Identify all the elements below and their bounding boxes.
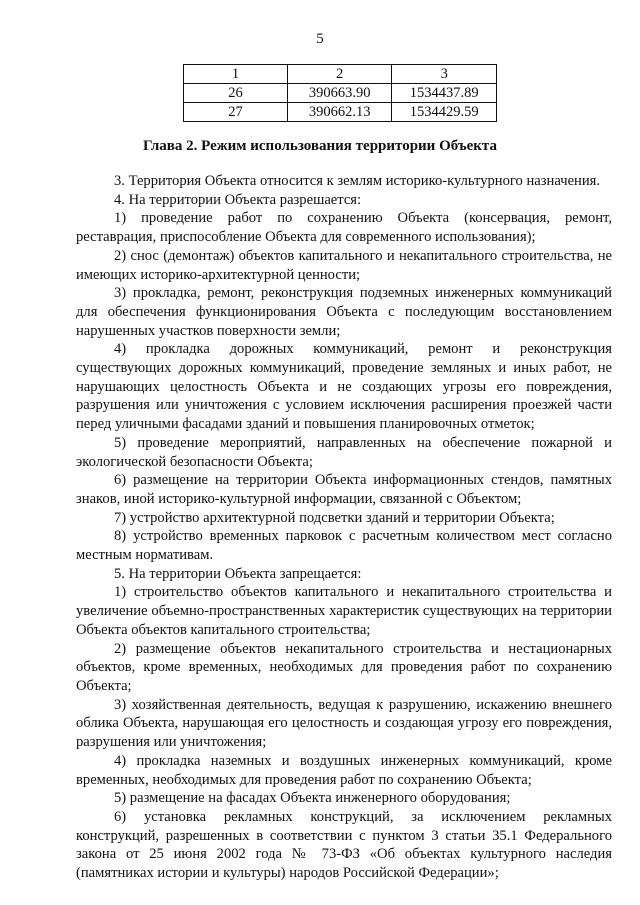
point-number-cell: 27 bbox=[184, 103, 288, 122]
paragraph: 5. На территории Объекта запрещается: bbox=[114, 565, 362, 582]
paragraph: 6) установка рекламных конструкций, за исключением рекламных конструкций, разрешенных в соответствии с пунктом 3 статьи 35.1 Федерального закона от 25 июня 2002 года № 73-ФЗ «Об объектах культурного наследия (памятниках истории и культуры) народов Российской Федерации»; bbox=[76, 808, 612, 882]
page-number: 5 bbox=[316, 31, 324, 47]
y-coordinate-cell: 1534429.59 bbox=[392, 103, 497, 122]
paragraph: 2) размещение объектов некапитального строительства и нестационарных объектов, кроме временных, необходимых для проведения работ по сохранению Объекта; bbox=[76, 640, 612, 694]
paragraph: 1) строительство объектов капитального и некапитального строительства и увеличение объемно-пространственных характеристик существующих на территории Объекта объектов капитального строительства; bbox=[76, 584, 612, 638]
paragraph: 5) размещение на фасадах Объекта инженерного оборудования; bbox=[114, 790, 511, 807]
paragraph: 3) прокладка, ремонт, реконструкция подземных инженерных коммуникаций для обеспечения функционирования Объекта с последующим восстановлением нарушенных участков поверхности земли; bbox=[76, 285, 612, 339]
paragraph: 4. На территории Объекта разрешается: bbox=[114, 191, 362, 208]
paragraph: 7) устройство архитектурной подсветки зданий и территории Объекта; bbox=[114, 509, 555, 526]
table-header-cell: 1 bbox=[184, 65, 288, 84]
y-coordinate-cell: 1534437.89 bbox=[392, 84, 497, 103]
x-coordinate-cell: 390662.13 bbox=[287, 103, 391, 122]
paragraph: 4) прокладка наземных и воздушных инженерных коммуникаций, кроме временных, необходимых для проведения работ по сохранению Объекта; bbox=[76, 752, 612, 788]
paragraph: 8) устройство временных парковок с расчетным количеством мест согласно местным нормативам. bbox=[76, 528, 612, 564]
point-number-cell: 26 bbox=[184, 84, 288, 103]
paragraph: 2) снос (демонтаж) объектов капитального и некапитального строительства, не имеющих историко-архитектурной ценности; bbox=[76, 247, 612, 283]
paragraph: 3. Территория Объекта относится к землям историко-культурного назначения. bbox=[114, 173, 601, 189]
table-header-cell: 3 bbox=[392, 65, 497, 84]
chapter-title: Глава 2. Режим использования территории Объекта bbox=[143, 138, 497, 154]
coordinate-table bbox=[183, 64, 497, 122]
paragraph: 3) хозяйственная деятельность, ведущая к разрушению, искажению внешнего облика Объекта, нарушающая его целостность и создающая угрозу его повреждения, разрушения или уничтожения; bbox=[76, 696, 612, 751]
paragraph: 6) размещение на территории Объекта информационных стендов, памятных знаков, иной историко-культурной информации, связанной с Объектом; bbox=[76, 472, 612, 507]
table-row bbox=[184, 103, 497, 122]
x-coordinate-cell: 390663.90 bbox=[287, 84, 391, 103]
paragraph: 1) проведение работ по сохранению Объекта (консервация, ремонт, реставрация, приспособление Объекта для современного использования); bbox=[76, 210, 612, 246]
paragraph: 5) проведение мероприятий, направленных на обеспечение пожарной и экологической безопасности Объекта; bbox=[76, 434, 612, 470]
table-header-row bbox=[184, 65, 497, 84]
paragraph: 4) прокладка дорожных коммуникаций, ремонт и реконструкция существующих дорожных коммуникаций, проведение земляных и иных работ, не нарушающих целостность Объекта и не создающих угрозы его повреждения, разрушения или уничтожения с условием исключения расширения проезжей части перед уличными фасадами зданий и повышения планировочных отметок; bbox=[76, 341, 612, 433]
document-body bbox=[76, 172, 612, 883]
table-header-cell: 2 bbox=[287, 65, 391, 84]
table-row bbox=[184, 84, 497, 103]
